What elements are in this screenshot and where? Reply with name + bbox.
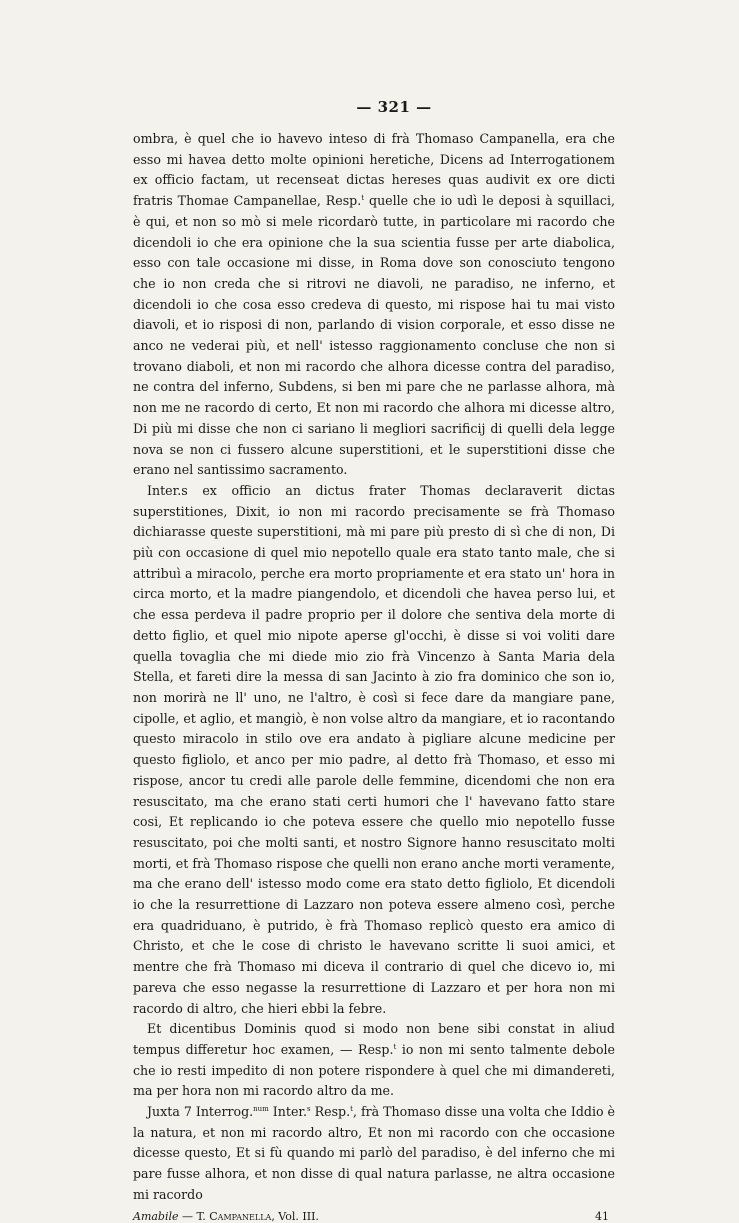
paragraph-4-text-c: Resp. (310, 1104, 351, 1120)
superscript: t (350, 1104, 353, 1113)
paragraph-1-text: ombra, è quel che io havevo inteso di frà Thomaso Campanella, era che esso mi havea detto molte opinioni heretiche, Dicens ad Interrogationem ex officio factam, ut recenseat dictas hereses quas audivit ex ore dicti fratris Thomae Campanellae, Resp. (133, 131, 615, 209)
paragraph-3 (133, 1019, 615, 1102)
superscript: t (361, 193, 365, 202)
signature-mark: 41 (595, 1209, 609, 1223)
footer-name: Campanella (209, 1209, 272, 1223)
footer-separator: — T. (178, 1209, 210, 1223)
paragraph-2: Inter.s ex officio an dictus frater Thomas declaraverit dictas superstitiones, Dixit, io non mi racordo precisamente se frà Thomaso dichiarasse queste superstitioni, mà mi pare più presto di sì che di non, Di più con occasione di quel mio nepotello quale era stato tanto male, che si attribuì a miracolo, perche era morto propriamente et era stato un' hora in circa morto, et la madre piangendolo, et dicendoli che havea perso lui, et che essa perdeva il padre proprio per il dolore che sentiva dela morte di detto figlio, et quel mio nipote aperse gl'occhi, è disse si voi voliti dare quella tovaglia che mi diede mio zio frà Vincenzo à Santa Maria dela Stella, et fareti dire la messa di san Jacinto à zio fra dominico che son io, non morirà ne ll' uno, ne l'altro, è così si fece dare da mangiare pane, cipolle, et aglio, et mangiò, è non volse altro da mangiare, et io racontando questo miracolo in stilo ove era andato à pigliare alcune medicine per questo figliolo, et anco per mio padre, al detto frà Thomaso, et esso mi rispose, ancor tu credi alle parole delle femmine, dicendomi che non era resuscitato, ma che erano stati certi humori che l' havevano fatto stare cosi, Et replicando io che poteva essere che quello mio nepotello fusse resuscitato, poi che molti santi, et nostro Signore hanno resuscitato molti morti, et frà Thomaso rispose che quelli non erano anche morti veramente, ma che erano dell' istesso modo come era stato detto figliolo, Et dicendoli io che la resurrettione di Lazzaro non poteva essere almeno così, perche era quadriduano, è putrido, è frà Thomaso replicò questo era amico di Christo, et che le cose di christo le havevano scritte li suoi amici, et mentre che frà Thomaso mi diceva il contrario di quel che dicevo io, mi pareva che esso negasse la resurrettione di Lazzaro et per hora non mi racordo di altro, che hieri ebbi la febre. (133, 482, 615, 1016)
source-citation (133, 1210, 319, 1223)
superscript: s (307, 1104, 311, 1113)
footer-author: Amabile (133, 1209, 179, 1223)
paragraph-3-text: Et dicentibus Dominis quod si modo non bene sibi constat in aliud tempus differetur hoc examen, — Resp. (133, 1021, 615, 1057)
document-page (133, 98, 615, 1223)
body-text (133, 129, 615, 1206)
paragraph-4-text: Juxta 7 Interrog. (147, 1104, 254, 1120)
paragraph-1 (133, 129, 615, 481)
paragraph-4 (133, 1102, 615, 1206)
paragraph-1-text-cont: quelle che io udì le deposi à squillaci, è qui, et non so mò si mele ricordarò tutte, in particolare mi racordo che dicendoli io che era opinione che la sua scientia fusse per arte diabolica, esso con tale occasione mi disse, in Roma dove son conosciuto tengono che io non creda che si ritrovi ne diavoli, ne paradiso, ne inferno, et dicendoli io che cosa esso credeva di questo, mi rispose hai tu mai visto diavoli, et io risposi di non, parlando di vision corporale, et esso disse ne anco ne vederai più, et nell' istesso raggionamento concluse che non si trovano diaboli, et non mi racordo che alhora dicesse contra del paradiso, ne contra del inferno, Subdens, si ben mi pare che ne parlasse alhora, mà non me ne racordo di certo, Et non mi racordo che alhora mi dicesse altro, Di più mi disse che non ci sariano li megliori sacrificij di quelli dela legge nova se non ci fussero alcune superstitioni, et le superstitioni disse che erano nel santissimo sacramento. (133, 193, 615, 478)
superscript: num (253, 1104, 269, 1113)
paragraph-3-text-cont: io non mi sento talmente debole che io resti impedito di non potere rispondere à quel che mi dimandereti, ma per hora non mi racordo altro da me. (133, 1041, 616, 1099)
superscript: t (393, 1042, 397, 1051)
page-number: — 321 — (356, 98, 432, 116)
page-footer (133, 1210, 615, 1223)
footer-volume: , Vol. III. (271, 1209, 319, 1223)
paragraph-4-text-d: , frà Thomaso disse una volta che Iddio è la natura, et non mi racordo altro, Et non mi racordo con che occasione dicesse questo, Et si fù quando mi parlò del paradiso, è del inferno che mi pare fusse alhora, et non disse di qual natura parlasse, ne altra occasione mi racordo (133, 1104, 616, 1202)
paragraph-4-text-b: Inter. (268, 1104, 308, 1120)
